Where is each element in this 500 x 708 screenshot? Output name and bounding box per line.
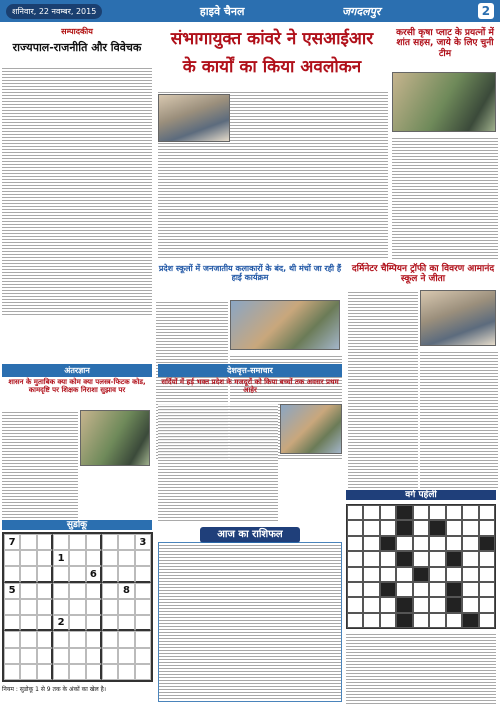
sudoku-cell (37, 664, 53, 680)
crossword-cell (347, 582, 363, 597)
sudoku-cell (4, 550, 20, 566)
crossword-cell (446, 597, 462, 612)
crossword-cell (462, 551, 478, 566)
crossword-cell (396, 613, 412, 628)
sudoku-cell (102, 583, 118, 599)
sudoku-cell (37, 550, 53, 566)
sudoku-cell (135, 631, 151, 647)
sudoku-cell (102, 566, 118, 582)
crossword-cell (446, 520, 462, 535)
crossword-cell (380, 582, 396, 597)
sudoku-cell (4, 664, 20, 680)
sudoku-cell (69, 599, 85, 615)
sudoku-cell (86, 550, 102, 566)
sudoku-cell (37, 599, 53, 615)
crossword-cell (479, 551, 495, 566)
sudoku-cell (69, 566, 85, 582)
sudoku-cell (102, 615, 118, 631)
crossword-cell (446, 567, 462, 582)
sudoku-cell (20, 599, 36, 615)
bottom-mid-section: देशवृत्त-समाचार (158, 364, 342, 377)
paper-name: हाइवे चैनल (199, 4, 245, 18)
sudoku-cell (118, 615, 134, 631)
crossword-cell (396, 536, 412, 551)
crossword-cell (363, 567, 379, 582)
sudoku-cell (4, 631, 20, 647)
crossword-cell (479, 536, 495, 551)
sudoku-cell (69, 550, 85, 566)
right-mid-headline: दर्मिनेटर चैम्पियन ट्रॉफी का विवरण आमानंद स्कूल ने जीता (351, 264, 495, 285)
sudoku-cell: 3 (135, 534, 151, 550)
sudoku-cell (135, 583, 151, 599)
sudoku-cell (102, 599, 118, 615)
page-header (0, 0, 500, 22)
sudoku-cell (20, 648, 36, 664)
crossword-cell (347, 520, 363, 535)
crossword-cell (479, 567, 495, 582)
sudoku-cell (102, 664, 118, 680)
crossword-cell (479, 520, 495, 535)
sudoku-cell (118, 648, 134, 664)
crossword-cell (462, 567, 478, 582)
bottom-mid-photo (280, 404, 342, 454)
sudoku-cell (86, 599, 102, 615)
sudoku-cell (69, 664, 85, 680)
crossword-cell (413, 551, 429, 566)
crossword-cell (429, 613, 445, 628)
editorial-title: राज्यपाल-राजनीति और विवेचक (12, 41, 142, 54)
bottom-mid-headline: सर्दियों में हर्ड़ भक्त प्रदेश के मजदूरों को किया बच्चों तक अवसर प्रथम आहेर (161, 378, 339, 395)
rashifal-body (158, 542, 342, 702)
sudoku-cell (37, 534, 53, 550)
crossword-clues (346, 632, 496, 704)
right-mid-body (348, 290, 418, 490)
crossword-cell (347, 551, 363, 566)
right-top-headline: करसी कृषा प्लाट के प्रयत्नों में शांत सहस, जाये के लिए चुनी टीम (396, 28, 494, 59)
sudoku-cell (69, 631, 85, 647)
sudoku-cell: 2 (53, 615, 69, 631)
crossword-cell (347, 597, 363, 612)
sudoku-cell (86, 631, 102, 647)
crossword-cell (347, 536, 363, 551)
bottom-left-body (2, 410, 78, 518)
right-mid-photo (420, 290, 496, 346)
sudoku-cell (102, 534, 118, 550)
sudoku-cell (20, 664, 36, 680)
sudoku-cell (118, 550, 134, 566)
sudoku-cell (4, 648, 20, 664)
crossword-cell (479, 613, 495, 628)
crossword-cell (396, 597, 412, 612)
sudoku-cell (53, 631, 69, 647)
issue-date: शनिवार, 22 नवम्बर, 2015 (6, 4, 102, 19)
editorial-body (2, 66, 152, 316)
crossword-cell (380, 520, 396, 535)
crossword-cell (396, 551, 412, 566)
crossword-cell (380, 505, 396, 520)
sudoku-cell (86, 615, 102, 631)
sudoku-cell (20, 615, 36, 631)
crossword-cell (363, 597, 379, 612)
sudoku-cell (135, 566, 151, 582)
crossword-cell (446, 551, 462, 566)
sudoku-cell (135, 599, 151, 615)
crossword-cell (462, 582, 478, 597)
sudoku-cell (37, 631, 53, 647)
sudoku-cell (53, 648, 69, 664)
crossword-cell (380, 597, 396, 612)
crossword-cell (446, 505, 462, 520)
crossword-cell (363, 613, 379, 628)
sudoku-cell (53, 599, 69, 615)
sudoku-cell (53, 664, 69, 680)
sudoku-cell (135, 615, 151, 631)
sudoku-cell (20, 566, 36, 582)
crossword-cell (380, 567, 396, 582)
sudoku-cell (20, 583, 36, 599)
crossword-cell (380, 613, 396, 628)
sudoku-cell (4, 599, 20, 615)
sudoku-cell (86, 664, 102, 680)
sudoku-cell (86, 648, 102, 664)
crossword-cell (429, 520, 445, 535)
sudoku-title: सुडोकू (2, 520, 152, 530)
bottom-left-section: अंतरज्ञान (2, 364, 152, 377)
crossword-cell (413, 520, 429, 535)
crossword-cell (429, 536, 445, 551)
edition-city: जगदलपुर (342, 4, 381, 18)
sudoku-cell (37, 648, 53, 664)
sudoku-cell (118, 534, 134, 550)
sudoku-grid (2, 532, 153, 682)
sudoku-cell: 6 (86, 566, 102, 582)
crossword-cell (413, 505, 429, 520)
sudoku-cell (118, 566, 134, 582)
sudoku-cell (102, 631, 118, 647)
crossword-cell (380, 551, 396, 566)
crossword-cell (429, 505, 445, 520)
mid-story-photo (230, 300, 340, 350)
sudoku-cell (37, 566, 53, 582)
crossword-cell (396, 505, 412, 520)
crossword-cell (462, 597, 478, 612)
sudoku-cell: 8 (118, 583, 134, 599)
sudoku-cell (37, 583, 53, 599)
bottom-left-headline: शासन के मुताबिक क्या कोम क्या पलस्त्र-फिटक कोड, कामदृष्टि पर शिक्षक निराशा सुझाव पर (8, 378, 146, 395)
crossword-cell (413, 567, 429, 582)
bottom-mid-body (158, 404, 278, 522)
crossword-cell (429, 567, 445, 582)
page-number: 2 (478, 3, 494, 19)
right-mid-body-2 (420, 350, 498, 490)
crossword-cell (363, 582, 379, 597)
sudoku-cell (118, 664, 134, 680)
sudoku-cell (53, 566, 69, 582)
sudoku-cell (53, 583, 69, 599)
sudoku-cell (53, 534, 69, 550)
right-top-photo (392, 72, 496, 132)
right-top-body (392, 136, 498, 260)
sudoku-cell (86, 534, 102, 550)
sudoku-cell (118, 631, 134, 647)
crossword-cell (446, 613, 462, 628)
crossword-cell (413, 582, 429, 597)
sudoku-cell (20, 534, 36, 550)
crossword-cell (347, 505, 363, 520)
crossword-cell (347, 567, 363, 582)
sudoku-cell (102, 648, 118, 664)
crossword-cell (479, 597, 495, 612)
crossword-cell (429, 597, 445, 612)
crossword-cell (363, 520, 379, 535)
sudoku-cell (20, 631, 36, 647)
crossword-cell (396, 582, 412, 597)
sudoku-cell (69, 648, 85, 664)
sudoku-cell (69, 615, 85, 631)
sudoku-cell (4, 615, 20, 631)
crossword-cell (363, 536, 379, 551)
sudoku-cell (4, 566, 20, 582)
sudoku-cell: 7 (4, 534, 20, 550)
crossword-cell (446, 536, 462, 551)
lead-headline-1: संभागायुक्त कांवरे ने एसआईआर (170, 29, 374, 49)
sudoku-cell (135, 664, 151, 680)
sudoku-cell (135, 550, 151, 566)
sudoku-cell: 5 (4, 583, 20, 599)
sudoku-cell (69, 534, 85, 550)
rashifal-title: आज का राशिफल (200, 527, 300, 543)
crossword-cell (363, 551, 379, 566)
lead-headline-2: के कार्यों का किया अवलोकन (182, 57, 362, 77)
crossword-cell (462, 520, 478, 535)
mid-story-headline: प्रदेश स्कूलों में जनजातीय कलाकारों के बंद, थी मंचों जा रही हैं हाई कार्यक्रम (158, 264, 342, 283)
sudoku-cell (20, 550, 36, 566)
crossword-cell (396, 567, 412, 582)
crossword-cell (429, 582, 445, 597)
crossword-cell (396, 520, 412, 535)
crossword-title: वर्ग पहेली (346, 490, 496, 500)
editorial-section-label: सम्पादकीय (61, 27, 93, 36)
crossword-cell (462, 505, 478, 520)
sudoku-cell (135, 648, 151, 664)
sudoku-cell (37, 615, 53, 631)
sudoku-cell (102, 550, 118, 566)
crossword-cell (479, 505, 495, 520)
crossword-cell (380, 536, 396, 551)
sudoku-footer: नियम : सुडोकू 1 से 9 तक के अंकों का खेल है। (2, 686, 107, 693)
crossword-cell (462, 536, 478, 551)
crossword-cell (413, 536, 429, 551)
sudoku-cell: 1 (53, 550, 69, 566)
crossword-cell (413, 597, 429, 612)
lead-photo (158, 94, 230, 142)
crossword-cell (446, 582, 462, 597)
sudoku-cell (86, 583, 102, 599)
crossword-cell (347, 613, 363, 628)
sudoku-cell (69, 583, 85, 599)
crossword-grid (346, 504, 496, 629)
crossword-cell (429, 551, 445, 566)
crossword-cell (413, 613, 429, 628)
crossword-cell (462, 613, 478, 628)
crossword-cell (479, 582, 495, 597)
bottom-left-photo (80, 410, 150, 466)
crossword-cell (363, 505, 379, 520)
sudoku-cell (118, 599, 134, 615)
